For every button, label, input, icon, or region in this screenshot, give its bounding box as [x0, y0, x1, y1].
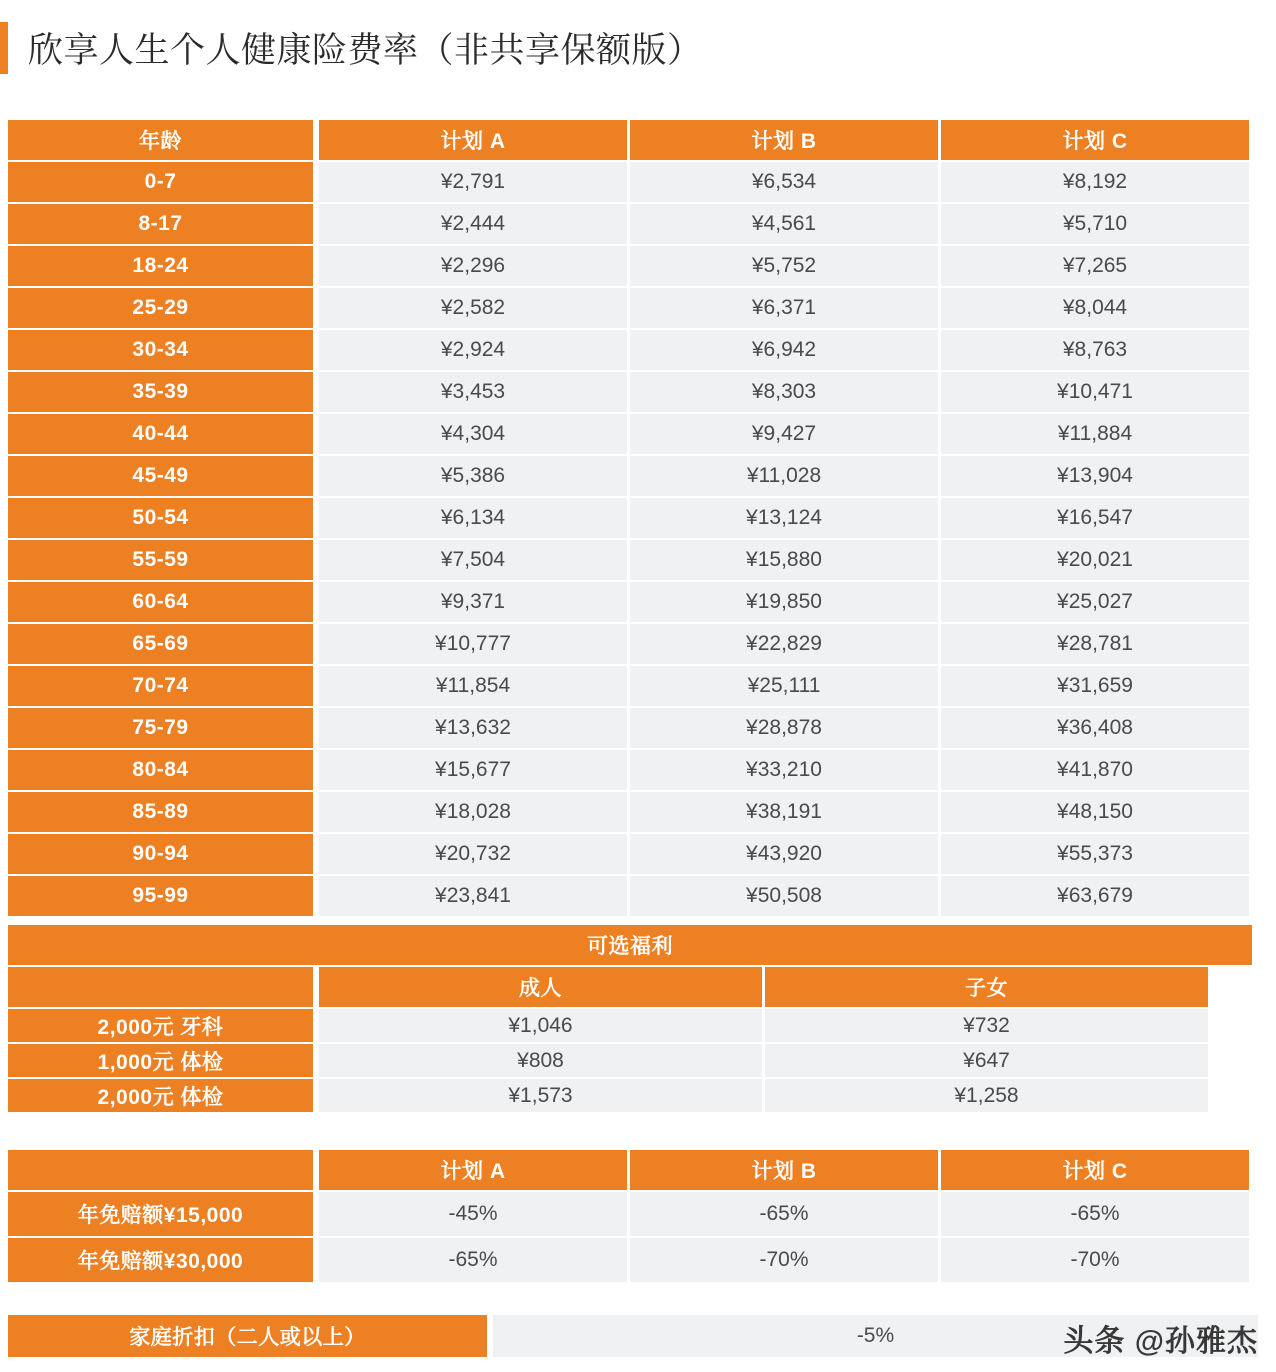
rate-row-plan-c: ¥48,150: [941, 792, 1249, 832]
deductible-row-plan-a: -65%: [319, 1238, 627, 1282]
rate-row-age: 35-39: [8, 372, 313, 412]
rate-row-plan-c: ¥20,021: [941, 540, 1249, 580]
deductible-row-plan-c: -65%: [941, 1192, 1249, 1236]
rate-row-plan-a: ¥5,386: [319, 456, 627, 496]
table-row: [8, 540, 1252, 580]
benefit-table-header-row: [8, 967, 1252, 1007]
table-row: [8, 330, 1252, 370]
rate-row-plan-b: ¥15,880: [630, 540, 938, 580]
benefit-row-adult: ¥808: [319, 1044, 762, 1077]
table-row: [8, 666, 1252, 706]
table-row: [8, 1238, 1252, 1282]
rate-row-plan-b: ¥43,920: [630, 834, 938, 874]
rate-table-header-row: [8, 120, 1252, 160]
benefit-row-label: 2,000元 牙科: [8, 1009, 313, 1042]
rate-row-plan-b: ¥25,111: [630, 666, 938, 706]
rate-row-plan-a: ¥15,677: [319, 750, 627, 790]
deductible-table-header-row: [8, 1150, 1252, 1190]
rate-row-age: 65-69: [8, 624, 313, 664]
rate-row-plan-a: ¥10,777: [319, 624, 627, 664]
table-row: [8, 750, 1252, 790]
rate-row-plan-b: ¥8,303: [630, 372, 938, 412]
deductible-row-label: 年免赔额¥30,000: [8, 1238, 313, 1282]
rate-row-plan-a: ¥23,841: [319, 876, 627, 916]
benefit-row-child: ¥647: [765, 1044, 1208, 1077]
table-row: [8, 288, 1252, 328]
rate-row-age: 75-79: [8, 708, 313, 748]
table-row: [8, 708, 1252, 748]
family-discount-value: -5%: [493, 1315, 1258, 1357]
rate-row-age: 18-24: [8, 246, 313, 286]
table-row: [8, 162, 1252, 202]
rate-row-age: 90-94: [8, 834, 313, 874]
rate-row-plan-b: ¥13,124: [630, 498, 938, 538]
rate-row-plan-b: ¥11,028: [630, 456, 938, 496]
table-row: [8, 204, 1252, 244]
rate-row-age: 25-29: [8, 288, 313, 328]
rate-row-plan-a: ¥9,371: [319, 582, 627, 622]
benefit-section-title: 可选福利: [8, 925, 1252, 965]
rate-row-plan-c: ¥8,763: [941, 330, 1249, 370]
rate-row-plan-b: ¥22,829: [630, 624, 938, 664]
rate-row-plan-a: ¥20,732: [319, 834, 627, 874]
rate-row-plan-a: ¥3,453: [319, 372, 627, 412]
rate-row-plan-c: ¥16,547: [941, 498, 1249, 538]
benefit-row-child: ¥1,258: [765, 1079, 1208, 1112]
rate-header-plan-b: 计划 B: [630, 120, 938, 160]
rate-row-age: 8-17: [8, 204, 313, 244]
benefit-row-adult: ¥1,046: [319, 1009, 762, 1042]
rate-row-age: 45-49: [8, 456, 313, 496]
deductible-row-label: 年免赔额¥15,000: [8, 1192, 313, 1236]
deductible-header-blank: [8, 1150, 313, 1190]
table-row: [8, 414, 1252, 454]
benefit-row-child: ¥732: [765, 1009, 1208, 1042]
rate-header-plan-c: 计划 C: [941, 120, 1249, 160]
rate-row-plan-c: ¥8,192: [941, 162, 1249, 202]
rate-header-age: 年龄: [8, 120, 313, 160]
rate-row-plan-c: ¥31,659: [941, 666, 1249, 706]
rate-row-age: 40-44: [8, 414, 313, 454]
benefit-row-label: 1,000元 体检: [8, 1044, 313, 1077]
benefit-header-child: 子女: [765, 967, 1208, 1007]
rate-row-plan-b: ¥19,850: [630, 582, 938, 622]
rate-row-plan-c: ¥7,265: [941, 246, 1249, 286]
rate-row-plan-c: ¥36,408: [941, 708, 1249, 748]
rate-row-plan-b: ¥5,752: [630, 246, 938, 286]
deductible-header-plan-a: 计划 A: [319, 1150, 627, 1190]
rate-row-plan-b: ¥33,210: [630, 750, 938, 790]
rate-row-plan-c: ¥8,044: [941, 288, 1249, 328]
rate-row-plan-c: ¥10,471: [941, 372, 1249, 412]
rate-row-plan-c: ¥11,884: [941, 414, 1249, 454]
rate-row-age: 80-84: [8, 750, 313, 790]
rate-row-age: 70-74: [8, 666, 313, 706]
rate-row-plan-c: ¥25,027: [941, 582, 1249, 622]
rate-row-plan-b: ¥4,561: [630, 204, 938, 244]
benefit-row-label: 2,000元 体检: [8, 1079, 313, 1112]
table-row: [8, 876, 1252, 916]
table-row: [8, 1192, 1252, 1236]
rate-row-plan-c: ¥55,373: [941, 834, 1249, 874]
rate-row-plan-a: ¥7,504: [319, 540, 627, 580]
table-row: [8, 456, 1252, 496]
table-row: [8, 246, 1252, 286]
rate-row-plan-a: ¥2,582: [319, 288, 627, 328]
rate-row-plan-b: ¥38,191: [630, 792, 938, 832]
rate-row-plan-c: ¥41,870: [941, 750, 1249, 790]
rate-row-plan-a: ¥2,791: [319, 162, 627, 202]
page-title-bar: [0, 0, 1276, 96]
table-row: [8, 498, 1252, 538]
rate-row-plan-a: ¥6,134: [319, 498, 627, 538]
rate-row-plan-b: ¥9,427: [630, 414, 938, 454]
rate-row-plan-b: ¥50,508: [630, 876, 938, 916]
rate-row-plan-c: ¥13,904: [941, 456, 1249, 496]
table-row: [8, 372, 1252, 412]
rate-row-age: 30-34: [8, 330, 313, 370]
rate-row-age: 95-99: [8, 876, 313, 916]
rate-row-plan-c: ¥28,781: [941, 624, 1249, 664]
watermark: 头条 @孙雅杰: [1063, 1325, 1258, 1358]
rate-header-plan-a: 计划 A: [319, 120, 627, 160]
deductible-header-plan-b: 计划 B: [630, 1150, 938, 1190]
benefit-header-blank: [8, 967, 313, 1007]
table-row: [8, 792, 1252, 832]
benefit-table: [8, 925, 1252, 1114]
rate-row-plan-a: ¥18,028: [319, 792, 627, 832]
table-row: [8, 624, 1252, 664]
rate-row-plan-a: ¥11,854: [319, 666, 627, 706]
title-accent-bar: [0, 22, 8, 74]
table-row: [8, 1079, 1252, 1112]
table-row: [8, 1009, 1252, 1042]
benefit-header-adult: 成人: [319, 967, 762, 1007]
rate-row-plan-a: ¥2,296: [319, 246, 627, 286]
rate-row-plan-b: ¥28,878: [630, 708, 938, 748]
benefit-row-adult: ¥1,573: [319, 1079, 762, 1112]
benefit-section-title-row: [8, 925, 1252, 965]
rate-row-plan-c: ¥5,710: [941, 204, 1249, 244]
deductible-header-plan-c: 计划 C: [941, 1150, 1249, 1190]
deductible-table: [8, 1150, 1252, 1284]
rate-row-plan-a: ¥2,924: [319, 330, 627, 370]
rate-table: [8, 120, 1252, 918]
rate-row-plan-a: ¥4,304: [319, 414, 627, 454]
rate-row-plan-a: ¥13,632: [319, 708, 627, 748]
rate-row-plan-c: ¥63,679: [941, 876, 1249, 916]
rate-row-age: 50-54: [8, 498, 313, 538]
rate-row-age: 0-7: [8, 162, 313, 202]
deductible-row-plan-a: -45%: [319, 1192, 627, 1236]
rate-row-plan-a: ¥2,444: [319, 204, 627, 244]
rate-row-age: 55-59: [8, 540, 313, 580]
table-row: [8, 834, 1252, 874]
deductible-row-plan-c: -70%: [941, 1238, 1249, 1282]
deductible-row-plan-b: -65%: [630, 1192, 938, 1236]
rate-row-age: 60-64: [8, 582, 313, 622]
deductible-row-plan-b: -70%: [630, 1238, 938, 1282]
rate-row-plan-b: ¥6,371: [630, 288, 938, 328]
family-discount-label: 家庭折扣（二人或以上）: [8, 1315, 487, 1357]
rate-row-plan-b: ¥6,534: [630, 162, 938, 202]
table-row: [8, 582, 1252, 622]
rate-row-age: 85-89: [8, 792, 313, 832]
rate-row-plan-b: ¥6,942: [630, 330, 938, 370]
table-row: [8, 1044, 1252, 1077]
page-title: 欣享人生个人健康险费率（非共享保额版）: [28, 31, 703, 70]
